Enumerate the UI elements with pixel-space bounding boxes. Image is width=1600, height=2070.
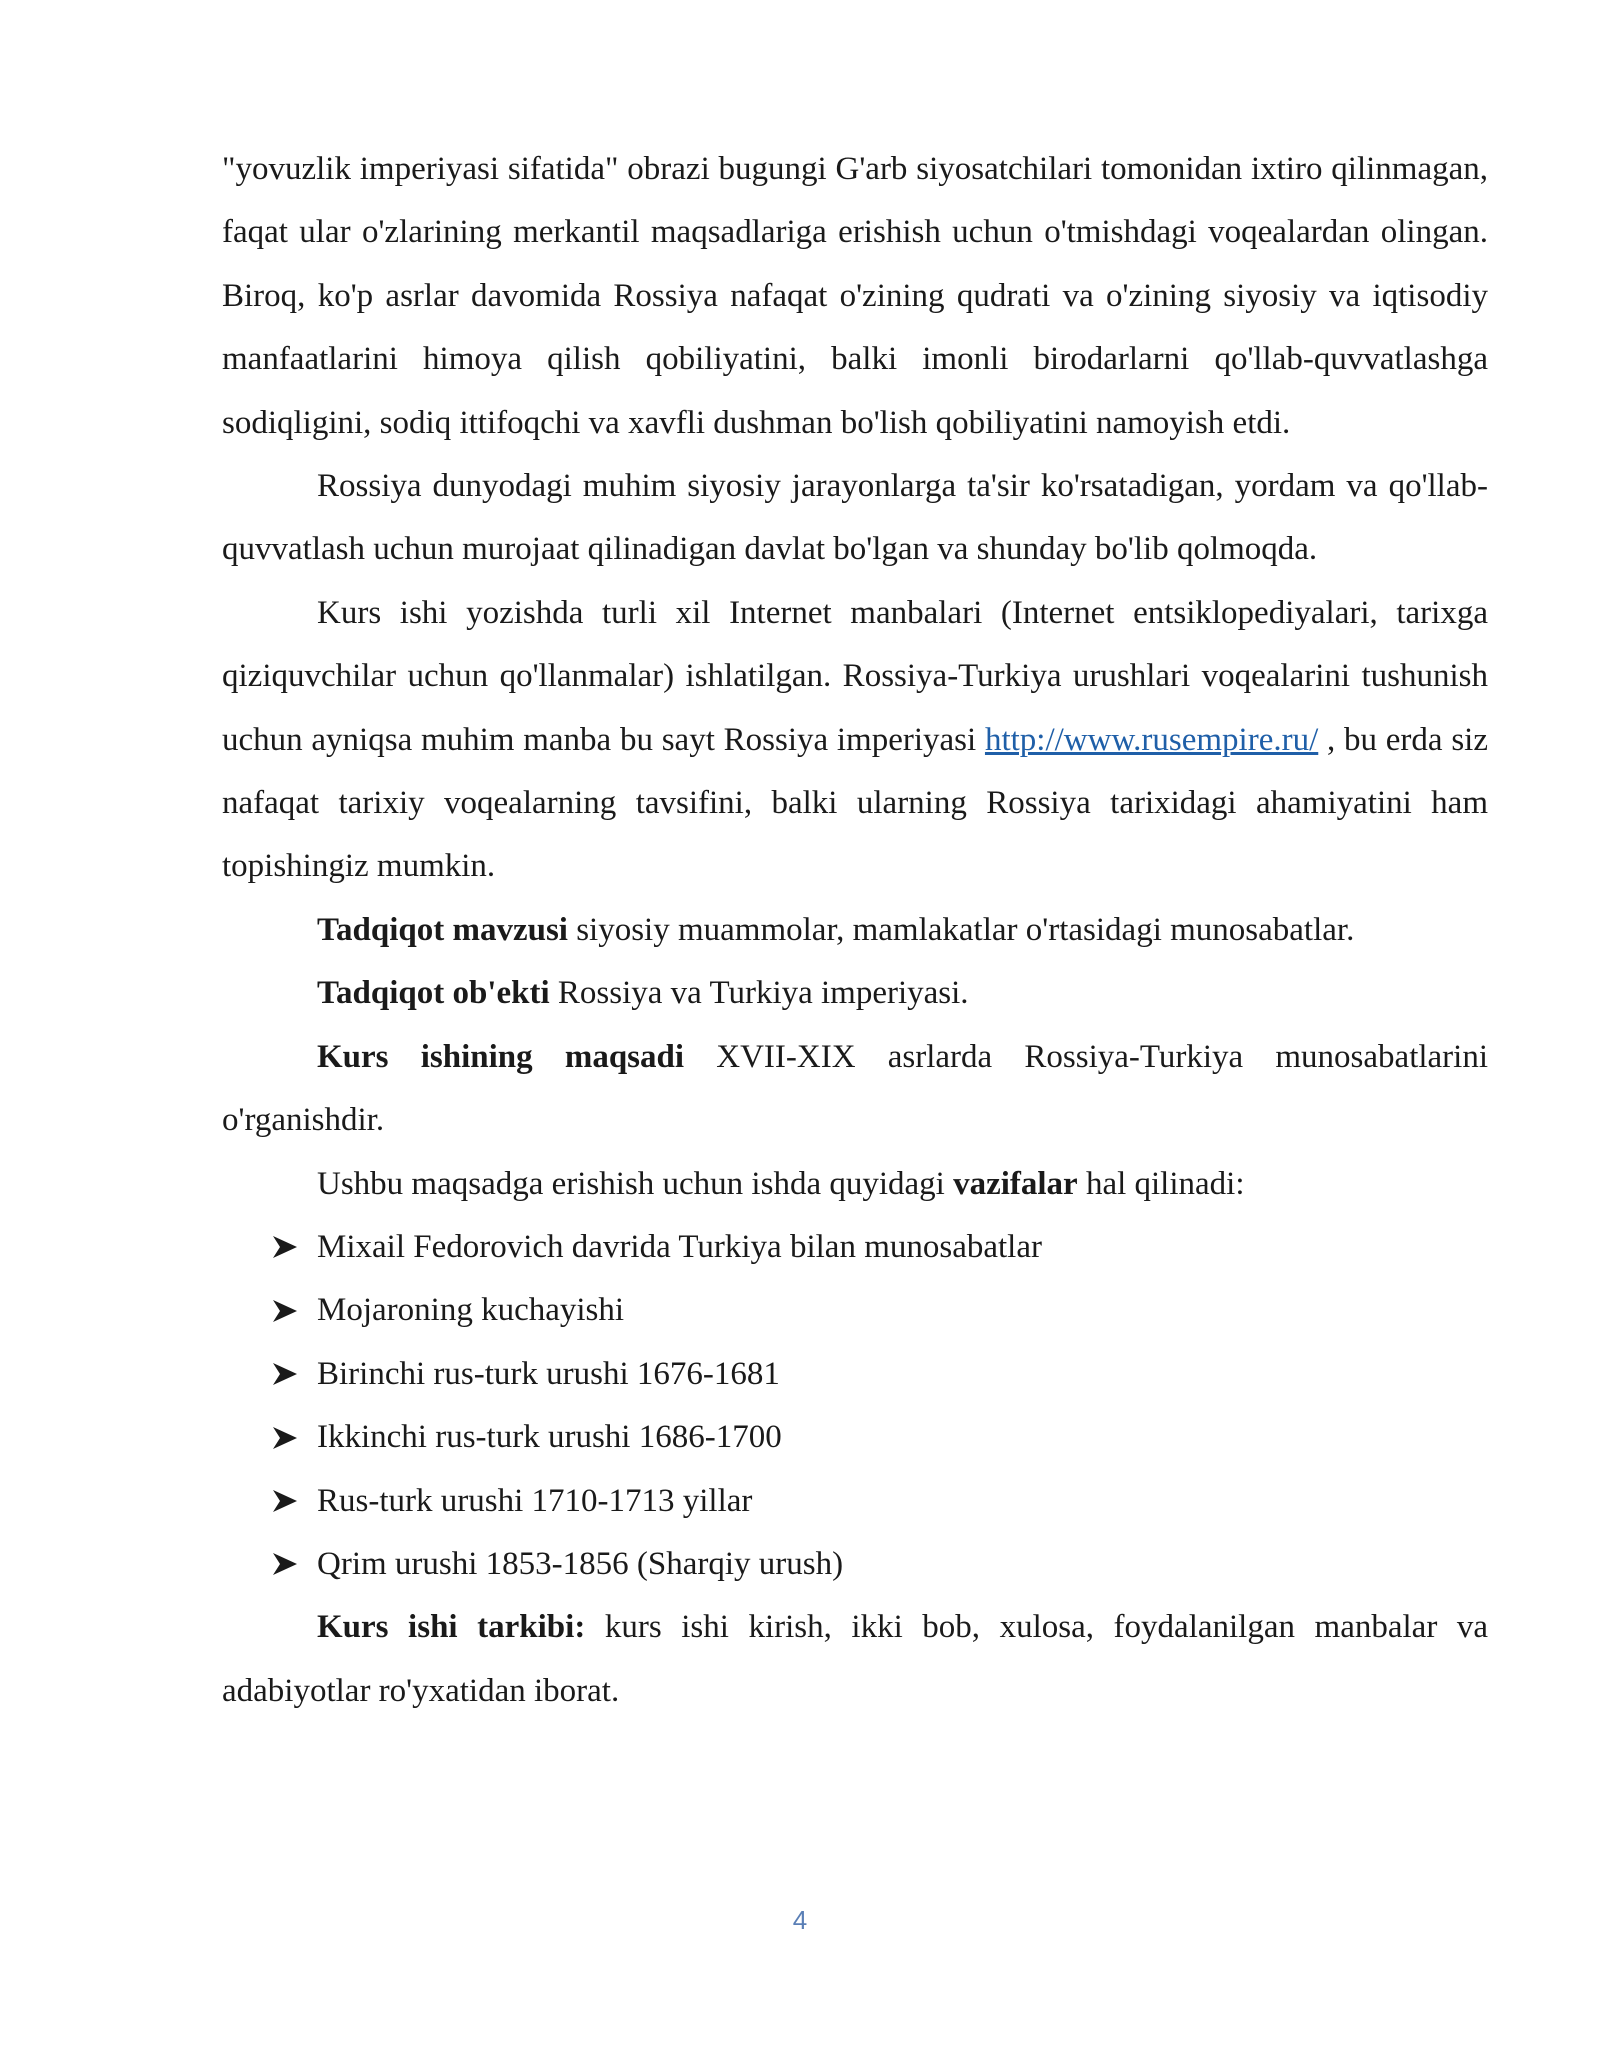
sources-text: Kurs ishi yozishda turli xil Internet manbalari (Internet entsiklopediyalari, tarixga qiziquvchilar uchun qo'llanmalar) ishlatilgan. Rossiya-Turkiya urushlari voqealarini tushunish uchun ayniqsa muhim manba bu sayt Rossiya imperiyasi	[222, 594, 1488, 758]
list-item	[222, 1533, 1488, 1596]
tasks-intro-end: hal qilinadi:	[1077, 1165, 1245, 1202]
paragraph-intro: "yovuzlik imperiyasi sifatida" obrazi bugungi G'arb siyosatchilari tomonidan ixtiro qilinmagan, faqat ular o'zlarining merkantil maqsadlariga erishish uchun o'tmishdagi voqealardan olingan. Biroq, ko'p asrlar davomida Rossiya nafaqat o'zining qudrati va o'zining siyosiy va iqtisodiy manfaatlarini himoya qilish qobiliyatini, balki imonli birodarlarni qo'llab-quvvatlashga sodiqligini, sodiq ittifoqchi va xavfli dushman bo'lish qobiliyatini namoyish etdi.	[222, 151, 1488, 441]
course-structure-label: Kurs ishi tarkibi:	[317, 1609, 586, 1646]
list-item	[222, 1470, 1488, 1533]
research-goal	[222, 1026, 1488, 1153]
course-structure	[222, 1596, 1488, 1723]
research-object-label: Tadqiqot ob'ekti	[317, 975, 550, 1012]
arrow-bullet-icon	[272, 1406, 306, 1469]
paragraph-sources	[222, 582, 1488, 899]
research-topic-text: siyosiy muammolar, mamlakatlar o'rtasidagi munosabatlar.	[567, 911, 1355, 948]
research-object	[222, 962, 1488, 1025]
task-item-text: Rus-turk urushi 1710-1713 yillar	[317, 1482, 753, 1519]
tasks-intro	[222, 1153, 1488, 1216]
list-item	[222, 1406, 1488, 1469]
research-topic-label: Tadqiqot mavzusi	[317, 911, 568, 948]
task-item-text: Birinchi rus-turk urushi 1676-1681	[317, 1355, 780, 1392]
arrow-bullet-icon	[272, 1279, 306, 1342]
tasks-intro-bold: vazifalar	[953, 1165, 1078, 1202]
course-structure-text: kurs ishi kirish, ikki bob, xulosa, foydalanilgan manbalar va adabiyotlar ro'yxatidan iborat.	[222, 1609, 1488, 1709]
paragraph-russia-role: Rossiya dunyodagi muhim siyosiy jarayonlarga ta'sir ko'rsatadigan, yordam va qo'llab-quvvatlash uchun murojaat qilinadigan davlat bo'lgan va shunday bo'lib qolmoqda.	[222, 468, 1488, 568]
research-goal-label: Kurs ishining maqsadi	[317, 1038, 685, 1075]
arrow-bullet-icon	[272, 1533, 306, 1596]
sources-text-continued: , bu erda siz nafaqat tarixiy voqealarning tavsifini, balki ularning Rossiya tarixidagi ahamiyatini ham topishingiz mumkin.	[222, 721, 1488, 885]
document-page	[222, 138, 1488, 1723]
list-item	[222, 1279, 1488, 1342]
tasks-intro-text: Ushbu maqsadga erishish uchun ishda quyidagi	[317, 1165, 954, 1202]
list-item	[222, 1343, 1488, 1406]
arrow-bullet-icon	[272, 1343, 306, 1406]
task-item-text: Mixail Fedorovich davrida Turkiya bilan munosabatlar	[317, 1228, 1042, 1265]
task-item-text: Qrim urushi 1853-1856 (Sharqiy urush)	[317, 1545, 844, 1582]
tasks-list	[222, 1216, 1488, 1596]
list-item	[222, 1216, 1488, 1279]
arrow-bullet-icon	[272, 1470, 306, 1533]
arrow-bullet-icon	[272, 1216, 306, 1279]
research-topic	[222, 899, 1488, 962]
research-object-text: Rossiya va Turkiya imperiyasi.	[549, 975, 969, 1012]
task-item-text: Ikkinchi rus-turk urushi 1686-1700	[317, 1419, 782, 1456]
page-number: 4	[792, 1905, 808, 1935]
task-item-text: Mojaroning kuchayishi	[317, 1292, 625, 1329]
research-goal-text: XVII-XIX asrlarda Rossiya-Turkiya munosabatlarini o'rganishdir.	[222, 1038, 1489, 1139]
rusempire-link[interactable]: http://www.rusempire.ru/	[984, 721, 1319, 758]
